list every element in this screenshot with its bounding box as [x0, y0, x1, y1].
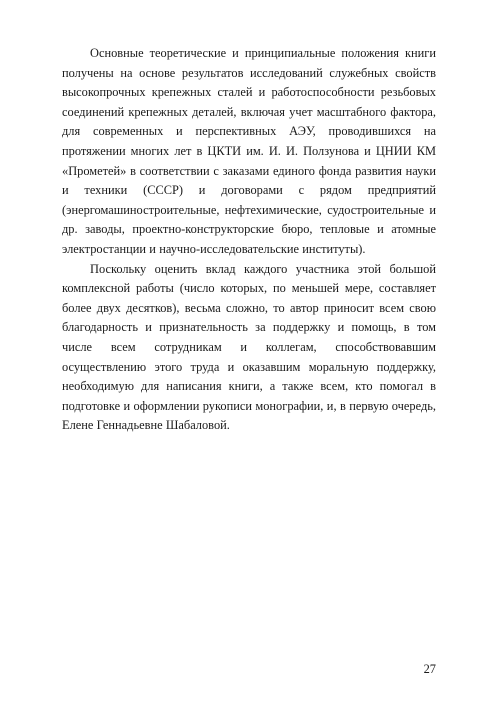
paragraph-2: Поскольку оценить вклад каждого участника этой большой комплексной работы (число которых, по меньшей мере, составляет более двух десятков), весьма сложно, то автор приносит всем свою благодарность и признательность за поддержку и помощь, в том числе всем сотрудникам и коллегам, способствовавшим осуществлению этого труда и оказавшим моральную поддержку, необходимую для написания книги, а также всем, кто помогал в подготовке и оформлении рукописи монографии, и, в первую очередь, Елене Геннадьевне Шабаловой. [62, 261, 436, 433]
body-text [62, 44, 436, 436]
paragraph-1: Основные теоретические и принципиальные положения книги получены на основе результатов исследований служебных свойств высокопрочных крепежных сталей и работоспособности резьбовых соединений крепежных деталей, включая учет масштабного фактора, для современных и перспективных АЭУ, проводившихся на протяжении многих лет в ЦКТИ им. И. И. Ползунова и ЦНИИ КМ «Прометей» в соответствии с заказами единого фонда развития науки и техники (СССР) и договорами с рядом предприятий (энергомашиностроительные, нефтехимические, судостроительные и др. заводы, проектно-конструкторские бюро, тепловые и атомные электростанции и научно-исследовательские институты). [62, 46, 436, 256]
page-number: 27 [423, 662, 436, 676]
